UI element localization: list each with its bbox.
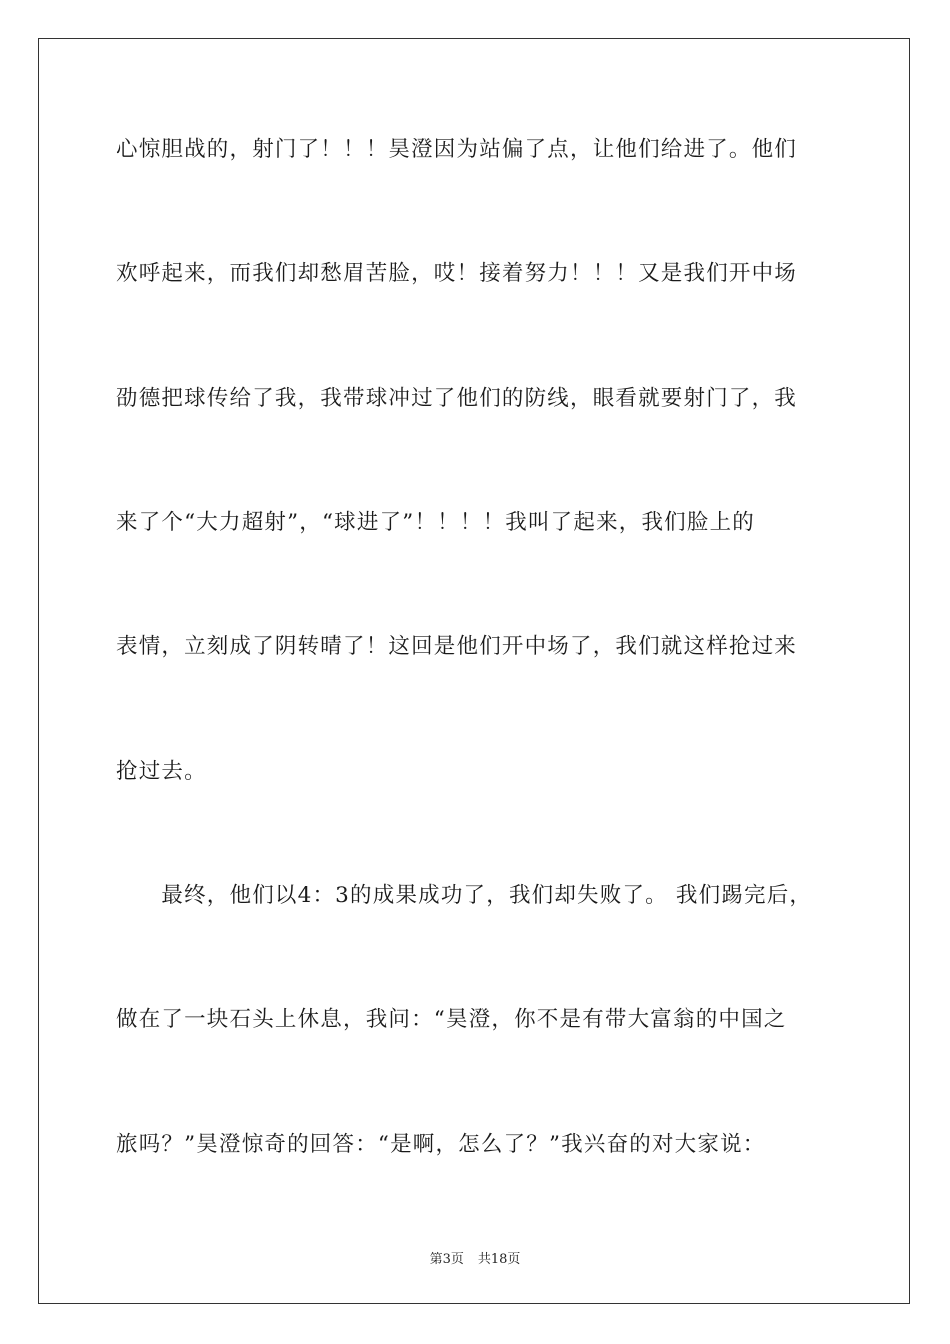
- text-line: 劭德把球传给了我，我带球冲过了他们的防线，眼看就要射门了，我: [116, 386, 798, 411]
- page-number: 第3页: [429, 1252, 464, 1267]
- page-total: 共18页: [477, 1252, 521, 1267]
- text-line: 欢呼起来，而我们却愁眉苦脸，哎！接着努力！！！又是我们开中场: [116, 261, 798, 286]
- text-line: 心惊胆战的，射门了！！！昊澄因为站偏了点，让他们给进了。他们: [116, 137, 798, 162]
- text-line: 来了个“大力超射”，“球进了”！！！！我叫了起来，我们脸上的: [116, 510, 755, 535]
- text-line: 最终，他们以4：3的成果成功了，我们却失败了。 我们踢完后，: [116, 883, 813, 908]
- text-line: 表情，立刻成了阴转晴了！这回是他们开中场了，我们就这样抢过来: [116, 634, 798, 659]
- page-border: [38, 38, 910, 1304]
- text-line: 做在了一块石头上休息，我问：“昊澄，你不是有带大富翁的中国之: [116, 1007, 787, 1032]
- text-line: 抢过去。: [116, 759, 207, 784]
- page-footer: [0, 1248, 950, 1267]
- text-line: 旅吗？”昊澄惊奇的回答：“是啊，怎么了？”我兴奋的对大家说：: [116, 1132, 766, 1157]
